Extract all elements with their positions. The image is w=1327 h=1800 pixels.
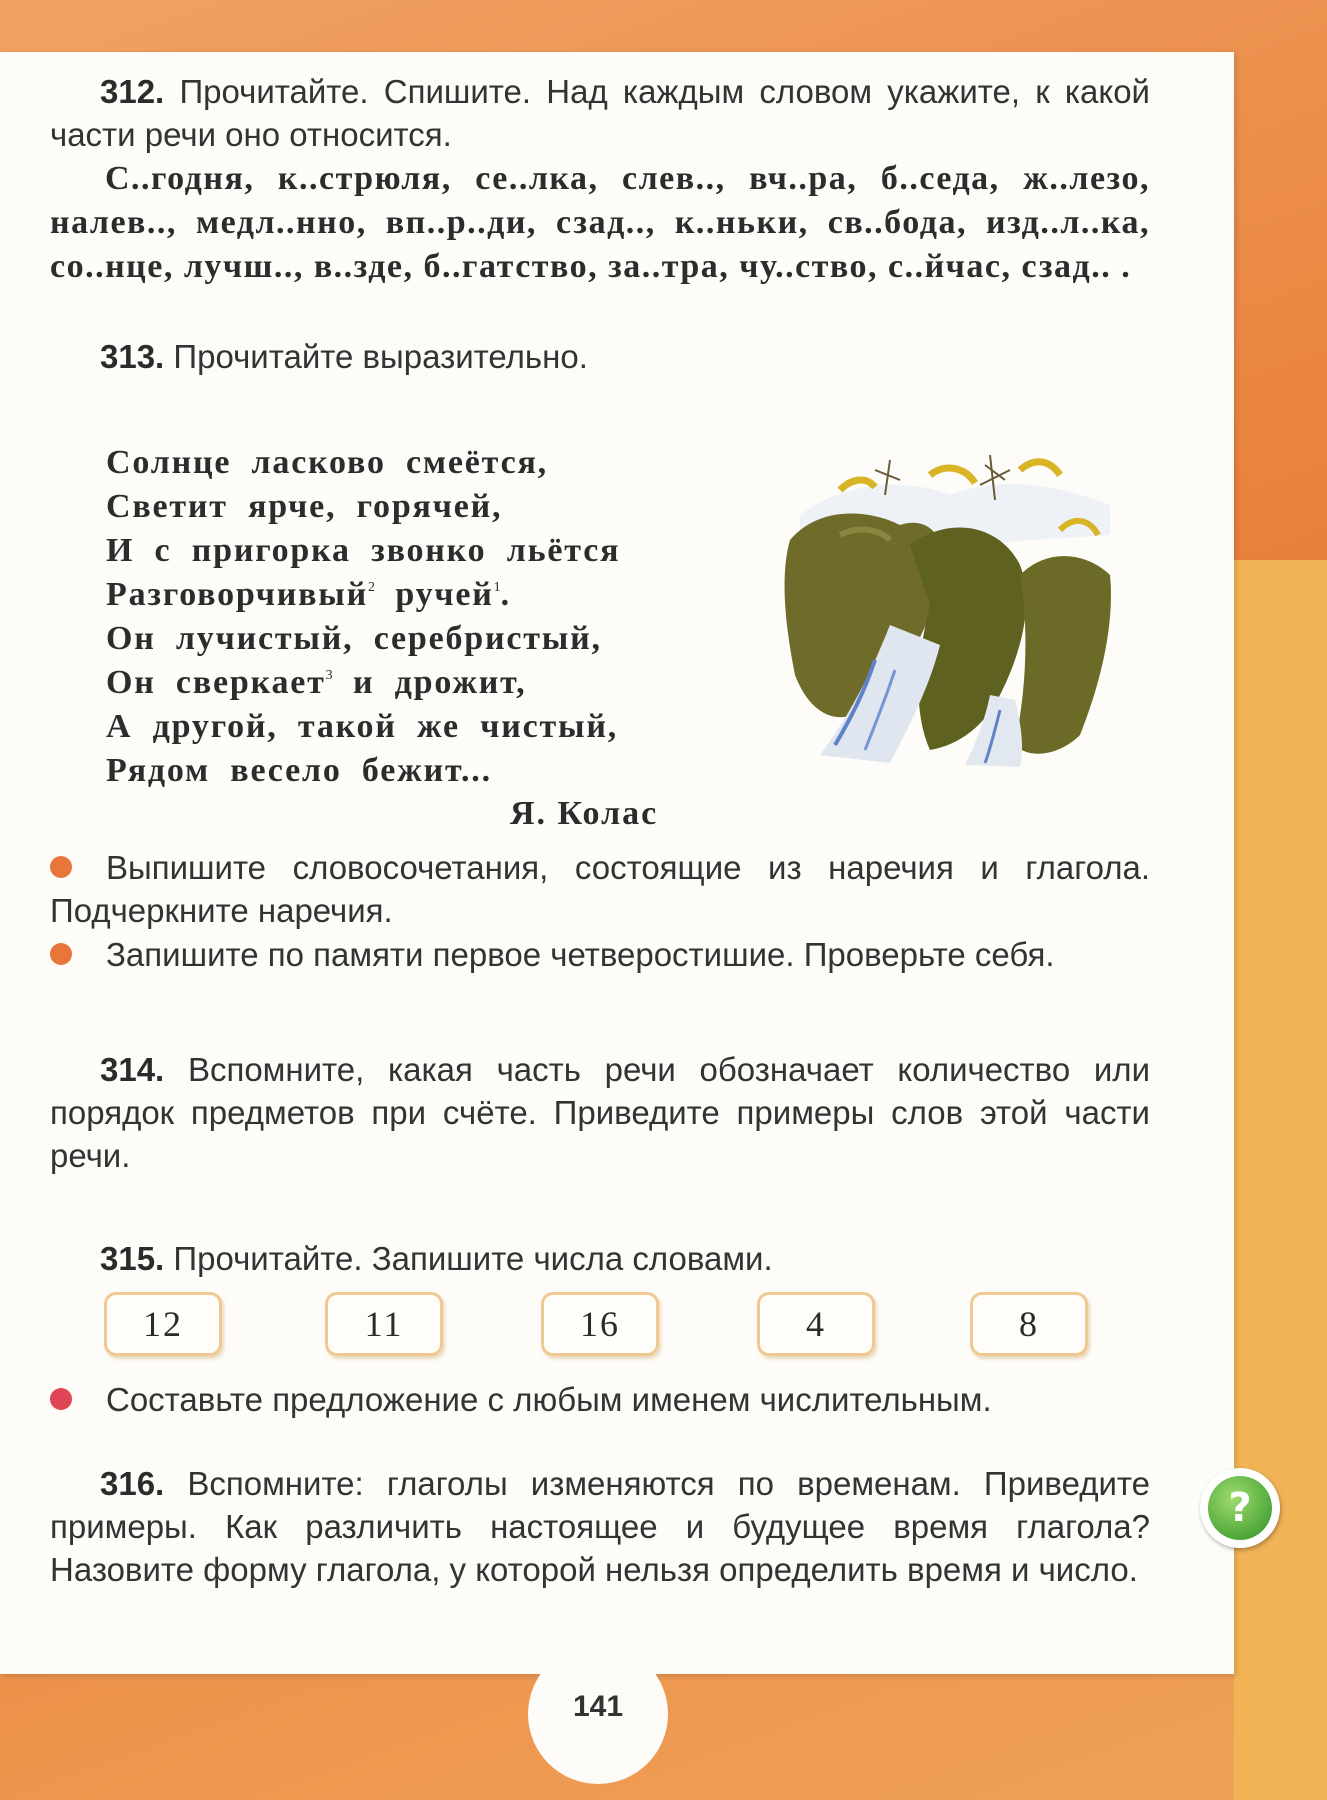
number-box: 16 <box>541 1292 659 1356</box>
poem-line: Рядом весело бежит... <box>106 752 492 789</box>
exercise-number: 312. <box>100 73 165 110</box>
side-band <box>1234 560 1327 1800</box>
task-text: Запишите по памяти первое четверостишие. Проверьте себя. <box>106 936 1055 973</box>
poem-line <box>106 661 620 705</box>
number-box: 8 <box>970 1292 1088 1356</box>
exercise-text: Вспомните: глаголы изменяются по временам. Приведите примеры. Как различить настоящее и будущее время глагола? Назовите форму глагола, у которой нельзя определить время и число. <box>50 1465 1150 1588</box>
poem-author: Я. Колас <box>510 795 659 832</box>
number-box: 12 <box>104 1292 222 1356</box>
poem <box>106 441 620 793</box>
poem-line <box>106 573 620 617</box>
exercise-315-instruction <box>50 1237 1150 1280</box>
poem-line: И с пригорка звонко льётся <box>106 532 621 569</box>
page-number: 141 <box>572 1690 624 1723</box>
instruction-text: Прочитайте. Спишите. Над каждым словом укажите, к какой части речи оно относится. <box>50 73 1150 153</box>
bullet-dot-icon <box>50 856 72 878</box>
punctuation: . <box>500 576 511 613</box>
task-bullet <box>50 846 1150 932</box>
footnote-mark: 2 <box>368 580 376 595</box>
task-bullet <box>50 1378 1150 1421</box>
bullet-dot-icon <box>50 943 72 965</box>
task-text: Составьте предложение с любым именем числительным. <box>106 1381 992 1418</box>
exercise-313-instruction <box>50 335 1150 378</box>
exercise-number: 314. <box>100 1051 165 1088</box>
poem-word: ручей <box>395 576 494 613</box>
poem-word: и дрожит, <box>352 664 527 701</box>
poem-word: Он сверкает <box>106 664 326 701</box>
footnote-mark: 3 <box>325 668 333 683</box>
exercise-number: 315. <box>100 1240 165 1277</box>
exercise-312-instruction <box>50 70 1150 156</box>
stream-hills-illustration <box>780 445 1120 770</box>
poem-line: Он лучистый, серебристый, <box>106 620 602 657</box>
exercise-314 <box>50 1048 1150 1177</box>
poem-line: Светит ярче, горячей, <box>106 488 503 525</box>
number-box: 11 <box>325 1292 443 1356</box>
question-icon[interactable] <box>1200 1468 1280 1548</box>
exercise-number: 316. <box>100 1465 165 1502</box>
number-box: 4 <box>757 1292 875 1356</box>
bullet-dot-icon <box>50 1388 72 1410</box>
poem-word: Разговорчивый <box>106 576 369 613</box>
task-text: Выпишите словосочетания, состоящие из наречия и глагола. Подчеркните наречия. <box>50 849 1150 929</box>
exercise-text: Вспомните, какая часть речи обозначает количество или порядок предметов при счёте. Приведите примеры слов этой части речи. <box>50 1051 1151 1174</box>
task-bullet <box>50 933 1150 976</box>
exercise-number: 313. <box>100 338 165 375</box>
exercise-316 <box>50 1462 1150 1591</box>
instruction-text: Прочитайте выразительно. <box>173 338 588 375</box>
footnote-mark: 1 <box>493 580 501 595</box>
instruction-text: Прочитайте. Запишите числа словами. <box>173 1240 773 1277</box>
exercise-312-words: С..годня, к..стрюля, се..лка, слев.., вч..ра, б..седа, ж..лезо, налев.., медл..нно, вп..р..ди, сзад.., к..ньки, св..бода, изд..л..ка, со..нце, лучш.., в..зде, б..гатство, за..тра, чу..ство, с..йчас, сзад.. . <box>50 160 1150 285</box>
question-mark: ? <box>1208 1476 1272 1540</box>
poem-line: Солнце ласково смеётся, <box>106 444 548 481</box>
poem-line: А другой, такой же чистый, <box>106 708 619 745</box>
